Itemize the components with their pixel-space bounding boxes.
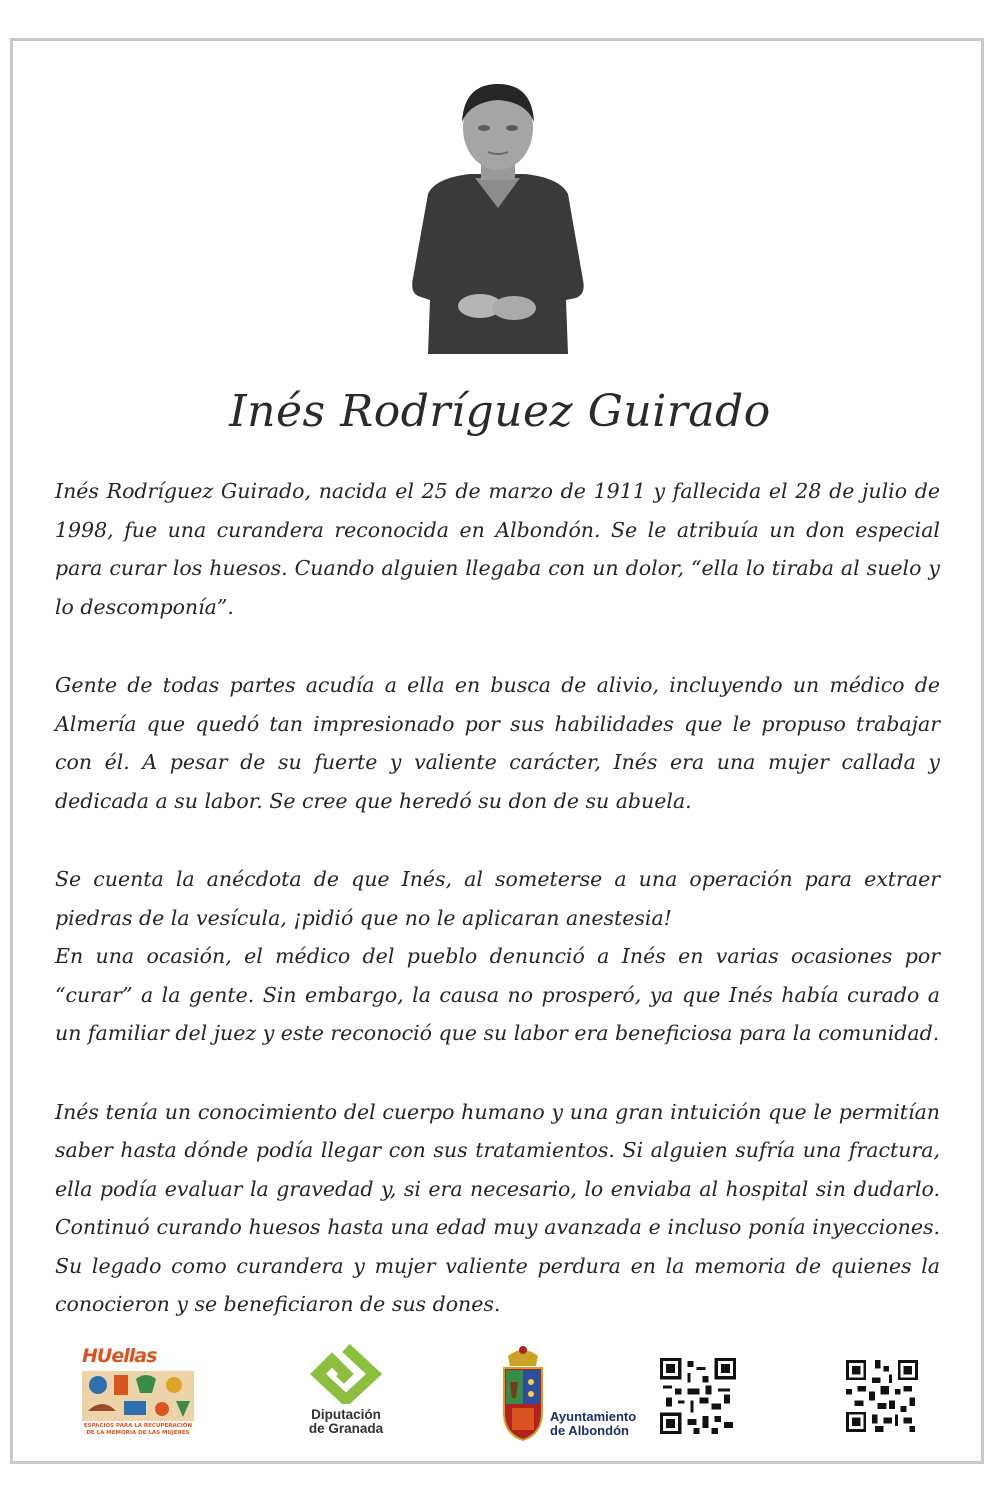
ayuntamiento-line-1: Ayuntamiento — [550, 1409, 637, 1424]
diputacion-line-2: de Granada — [308, 1421, 384, 1436]
paragraph-5: Inés tenía un conocimiento del cuerpo humano y una gran intuición que le permitían saber hasta dónde podía llegar con sus tratamientos. Si alguien sufría una fractura, ella podía evaluar la gravedad y, si era necesario, lo enviaba al hospital sin dudarlo. Continuó curando huesos hasta una edad muy avanzada e incluso ponía inyecciones. Su legado como curandera y mujer valiente perdura en la memoria de quienes la conocieron y se beneficiaron de sus dones. — [55, 1099, 940, 1316]
diputacion-name — [300, 1408, 392, 1436]
qr-code-icon-secondary[interactable] — [846, 1360, 918, 1432]
ayuntamiento-line-2: de Albondón — [550, 1423, 629, 1438]
page-title: Inés Rodríguez Guirado — [229, 386, 771, 437]
huellas-illustration — [82, 1371, 194, 1421]
biography-text — [55, 472, 940, 1364]
diputacion-emblem-icon — [300, 1340, 392, 1404]
qr-code-icon[interactable] — [660, 1358, 736, 1434]
huellas-logo-subtitle: ESPACIOS PARA LA RECUPERACIÓN DE LA MEMORIA DE LAS MUJERES — [83, 1423, 193, 1436]
portrait-photo — [380, 82, 615, 354]
paragraph-3: Se cuenta la anécdota de que Inés, al someterse a una operación para extraer piedras de la vesícula, ¡pidió que no le aplicaran anestesia! — [55, 867, 940, 930]
paragraph-2: Gente de todas partes acudía a ella en busca de alivio, incluyendo un médico de Almería que quedó tan impresionado por sus habilidades que le propuso trabajar con él. A pesar de su fuerte y valiente carácter, Inés era una mujer callada y dedicada a su labor. Se cree que heredó su don de su abuela. — [55, 673, 940, 813]
coat-of-arms-icon — [498, 1342, 548, 1442]
diputacion-logo — [300, 1340, 392, 1440]
sponsor-logos — [0, 1340, 1000, 1450]
diputacion-line-1: Diputación — [311, 1407, 381, 1422]
ayuntamiento-logo — [498, 1342, 653, 1442]
paragraph-1: Inés Rodríguez Guirado, nacida el 25 de marzo de 1911 y fallecida el 28 de julio de 1998, fue una curandera reconocida en Albondón. Se le atribuía un don especial para curar los huesos. Cuando alguien llegaba con un dolor, “ella lo tiraba al suelo y lo descomponía”. — [55, 479, 940, 619]
ayuntamiento-name — [550, 1410, 655, 1438]
paragraph-4: En una ocasión, el médico del pueblo denunció a Inés en varias ocasiones por “curar” a la gente. Sin embargo, la causa no prosperó, ya que Inés había curado a un familiar del juez y este reconoció que su labor era beneficiosa para la comunidad. — [55, 944, 940, 1045]
huellas-logo-title: HUellas — [82, 1345, 157, 1367]
huellas-logo — [82, 1345, 194, 1440]
